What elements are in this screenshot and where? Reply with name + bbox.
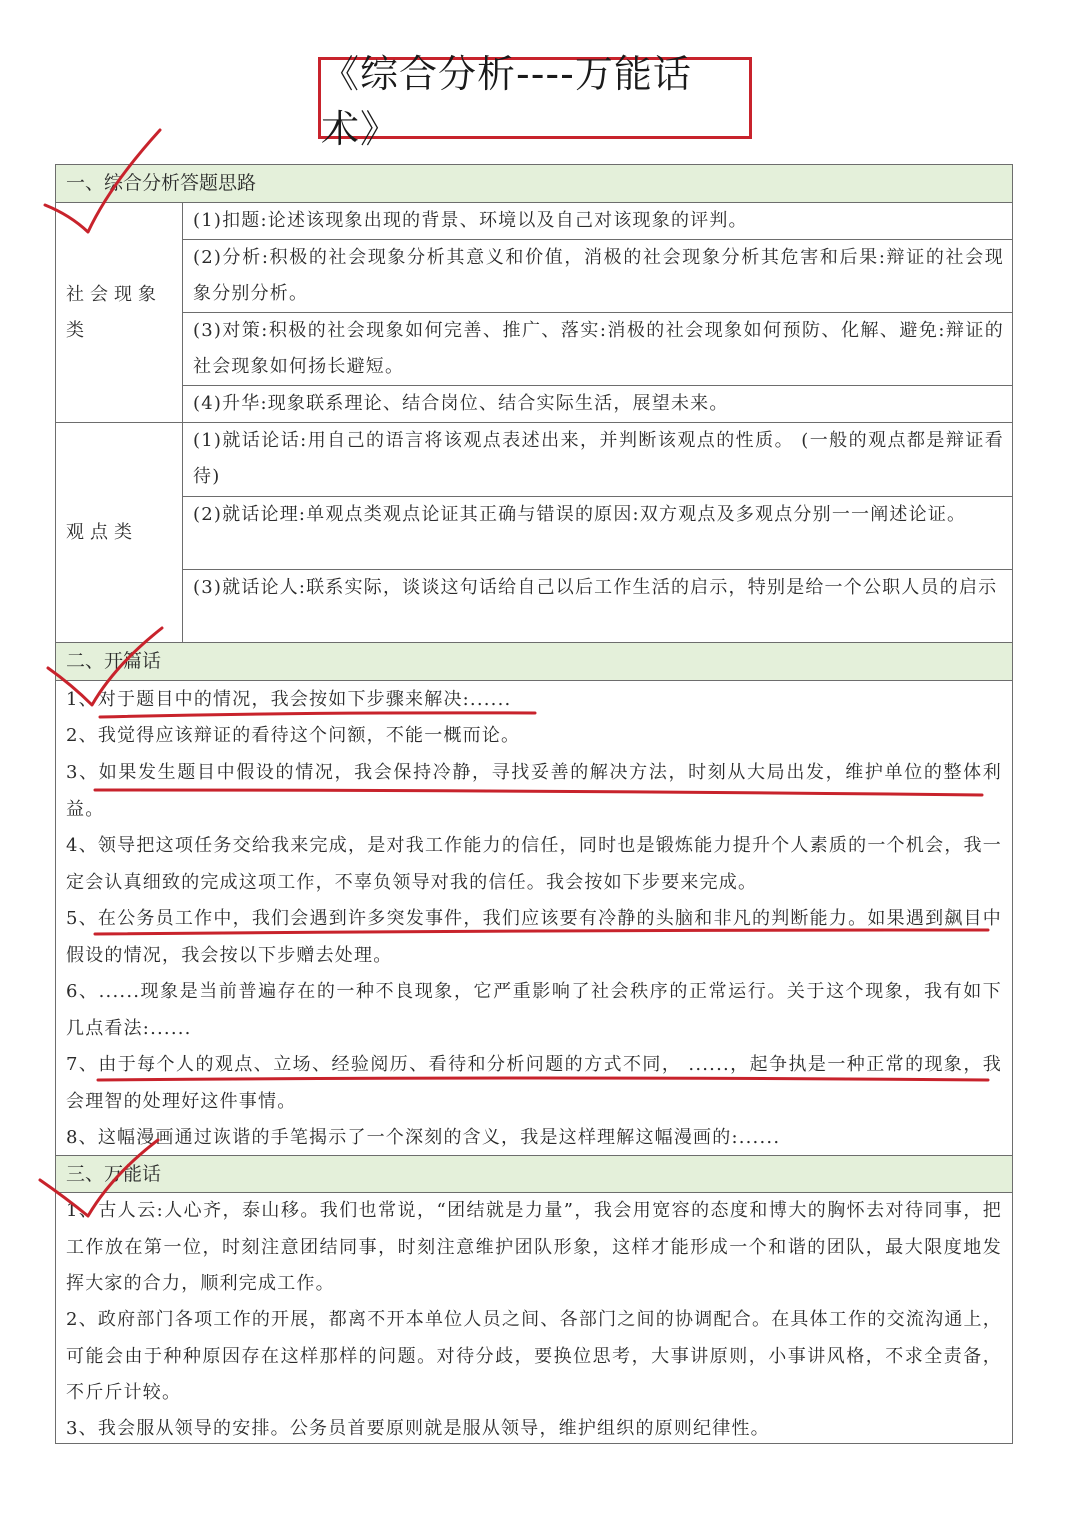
content-table xyxy=(55,164,1013,1444)
table-cell: (1)就话论话:用自己的语言将该观点表述出来，并判断该观点的性质。 (一般的观点都是辩证看待) xyxy=(183,423,1012,497)
list-item: 3、我会服从领导的安排。公务员首要原则就是服从领导，维护组织的原则纪律性。 xyxy=(66,1418,770,1439)
section-header-1: 一、综合分析答题思路 xyxy=(56,165,1012,203)
table-cell: (1)扣题:论述该现象出现的背景、环境以及自己对该现象的评判。 xyxy=(183,203,1012,240)
list-item: 4、领导把这项任务交给我来完成，是对我工作能力的信任，同时也是锻炼能力提升个人素质的一个机会，我一定会认真细致的完成这项工作，不辜负领导对我的信任。我会按如下步要来完成。 xyxy=(66,835,1002,893)
list-item: 7、由于每个人的观点、立场、经验阅历、看待和分析问题的方式不同， ......，起争执是一种正常的现象，我会理智的处理好这件事情。 xyxy=(66,1054,1002,1112)
category-viewpoint: 观点类 xyxy=(56,423,183,643)
list-item: 8、这幅漫画通过诙谐的手笔揭示了一个深刻的含义，我是这样理解这幅漫画的:...... xyxy=(66,1127,781,1148)
table-cell: (2)就话论理:单观点类观点论证其正确与错误的原因:双方观点及多观点分别一一阐述论证。 xyxy=(183,497,1012,570)
list-item: 6、......现象是当前普遍存在的一种不良现象，它严重影响了社会秩序的正常运行。关于这个现象，我有如下几点看法:...... xyxy=(66,981,1002,1039)
section-header-3: 三、万能话 xyxy=(56,1155,1012,1193)
list-item: 2、我觉得应该辩证的看待这个问额，不能一概而论。 xyxy=(66,725,521,746)
category-social-phenomenon: 社会现象类 xyxy=(56,203,183,423)
table-cell: (2)分析:积极的社会现象分析其意义和价值，消极的社会现象分析其危害和后果:辩证的社会现象分别分析。 xyxy=(183,240,1012,313)
list-item: 5、在公务员工作中，我们会遇到许多突发事件，我们应该要有冷静的头脑和非凡的判断能力。如果遇到飙目中假设的情况，我会按以下步赠去处理。 xyxy=(66,908,1002,966)
section-header-2: 二、开篇话 xyxy=(56,643,1012,681)
page-title: 《综合分析----万能话术》 xyxy=(318,57,752,139)
list-item: 1、古人云:人心齐，泰山移。我们也常说，“团结就是力量”，我会用宽容的态度和博大的胸怀去对待同事，把工作放在第一位，时刻注意团结同事，时刻注意维护团队形象，这样才能形成一个和谐的团队，最大限度地发挥大家的合力，顺利完成工作。 xyxy=(66,1200,1002,1294)
list-item: 1、对于题目中的情况，我会按如下步骤来解决:...... xyxy=(66,689,512,710)
list-item: 2、政府部门各项工作的开展，都离不开本单位人员之间、各部门之间的协调配合。在具体工作的交流沟通上，可能会由于种种原因存在这样那样的问题。对待分歧，要换位思考，大事讲原则，小事讲风格，不求全责备，不斤斤计较。 xyxy=(66,1309,1002,1403)
list-item: 3、如果发生题目中假设的情况，我会保持冷静，寻找妥善的解决方法，时刻从大局出发，维护单位的整体利益。 xyxy=(66,762,1002,820)
table-cell: (3)就话论人:联系实际，谈谈这句话给自己以后工作生活的启示，特别是给一个公职人员的启示 xyxy=(183,570,1012,643)
table-cell: (3)对策:积极的社会现象如何完善、推广、落实:消极的社会现象如何预防、化解、避免:辩证的社会现象如何扬长避短。 xyxy=(183,313,1012,386)
table-cell: (4)升华:现象联系理论、结合岗位、结合实际生活，展望未来。 xyxy=(183,386,1012,423)
